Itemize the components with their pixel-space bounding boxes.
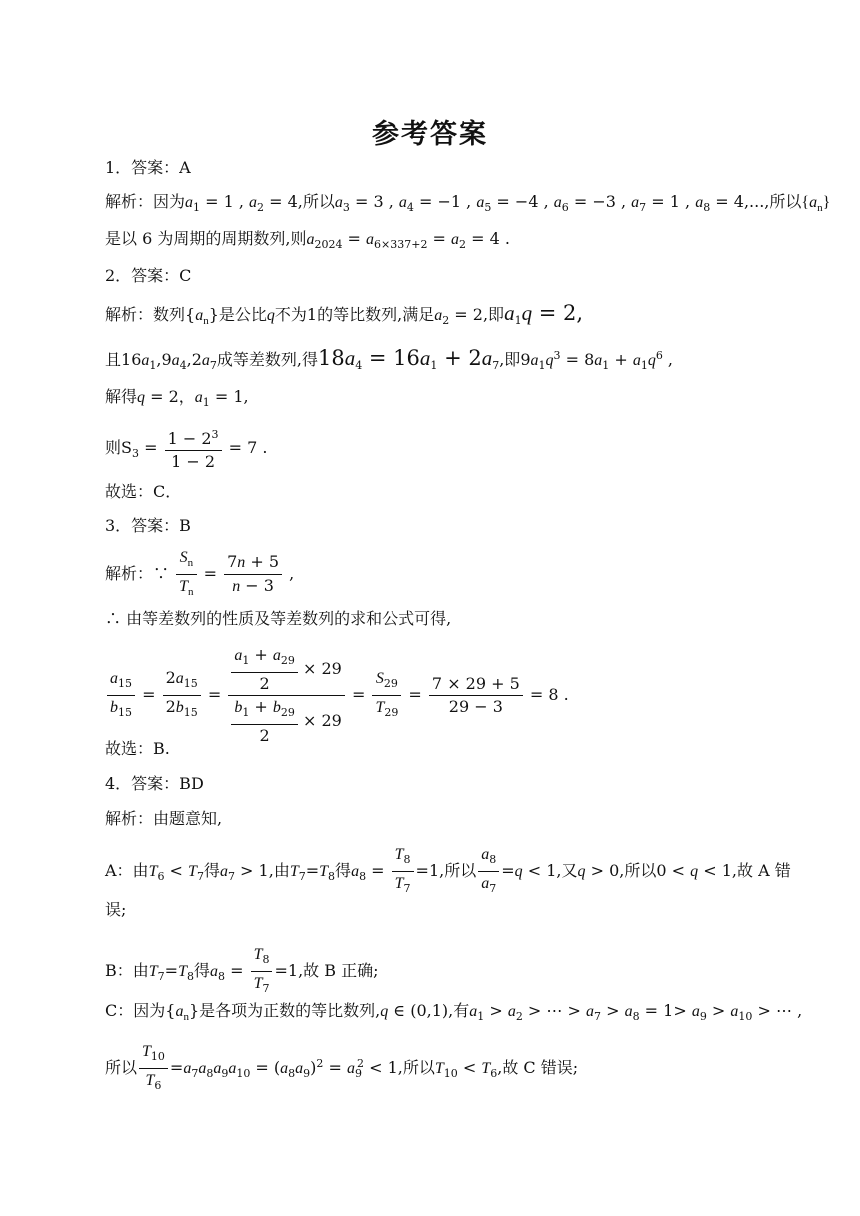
- q2-sum-line: 则$S_3$ = $\frac{1 - 2^3}{1 - 2}$ = 7 .: [105, 424, 267, 473]
- q3-analysis-line1: 解析：∵ $\frac{S_n}{T_n}$ = $\frac{7n + 5}{n - 3}$ ,: [105, 546, 294, 603]
- q4-answer: 4．答案：BD: [105, 774, 204, 793]
- q3-choose: 故选：B.: [105, 739, 170, 758]
- q2-answer: 2．答案：C: [105, 266, 192, 285]
- q1-analysis-line2: 是以 6 为周期的周期数列,则$a_{2024} = a_{6\times 337+2} = a_2 = 4$ .: [105, 229, 510, 251]
- q2-analysis-line1: 解析：数列$\{a_n\}$是公比q不为1的等比数列,满足$a_2 = 2$,即$a_1q = 2$,: [105, 301, 584, 327]
- q4-option-a-wrap: 误;: [105, 900, 127, 919]
- q4-option-c-line2: 所以 $\frac{T_{10}}{T_6}$ $=a_7a_8a_9a_{10} = (a_8a_9)^2 = a_9^2 < 1$,所以$T_{10} < T_6$,故 C 错误;: [105, 1040, 578, 1097]
- q4-option-c-line1: C：因为$\{a_n\}$是各项为正数的等比数列,q ∈ (0,1),有$a_1 > a_2$ > ⋯ > $a_7 > a_8 = 1> a_9 > a_{10}$ > ⋯ ,: [105, 1001, 803, 1023]
- q3-answer: 3．答案：B: [105, 516, 191, 535]
- q1-analysis-line1: 解析：因为$a_1 = 1$ , $a_2 = 4$,所以$a_3 = 3$ , $a_4 = -1$ , $a_5 = -4$ , $a_6 = -3$ , $a_7 = 1$ , $a_8 = 4$,...,所以$\{a_n\}$: [105, 192, 831, 214]
- q4-analysis: 解析：由题意知,: [105, 809, 223, 828]
- q2-solve-line: 解得q = 2，$a_1 = 1$,: [105, 387, 249, 409]
- page-title: 参考答案: [372, 119, 488, 150]
- q4-option-a-line: A：由$T_6 < T_7$得$a_7 > 1$,由$T_7=T_8$得$a_8$ = $\frac{T_8}{T_7}$ =1,所以 $\frac{a_8}{a_7}$ =q < 1,又q > 0,所以0 < q < 1,故 A 错: [105, 843, 791, 900]
- q3-deduce-line: ∴ 由等差数列的性质及等差数列的求和公式可得,: [105, 609, 452, 628]
- q2-choose: 故选：C．: [105, 482, 182, 501]
- q3-formula: $\frac{a_{15}}{b_{15}}$ = $\frac{2a_{15}}{2b_{15}}$ = $\frac{a_1 + a_{29}}{2}$ × 29 $\frac{b_1 + b_{29}}{2}$ × 29 = $\frac{S_{29}}{T_{29}}$ = $\frac{7 \times 29 + 5}{29 - 3}$ = 8 .: [105, 644, 569, 747]
- q1-answer: 1．答案：A: [105, 158, 191, 177]
- q2-analysis-line2: 且$16a_1,9a_4,2a_7$成等差数列,得$18a_4 = 16a_1 + 2a_7$,即$9a_1q^3 = 8a_1 + a_1q^6$ ,: [105, 346, 674, 372]
- q4-option-b-line: B：由$T_7=T_8$得$a_8$ = $\frac{T_8}{T_7}$ =1,故 B 正确;: [105, 943, 379, 1000]
